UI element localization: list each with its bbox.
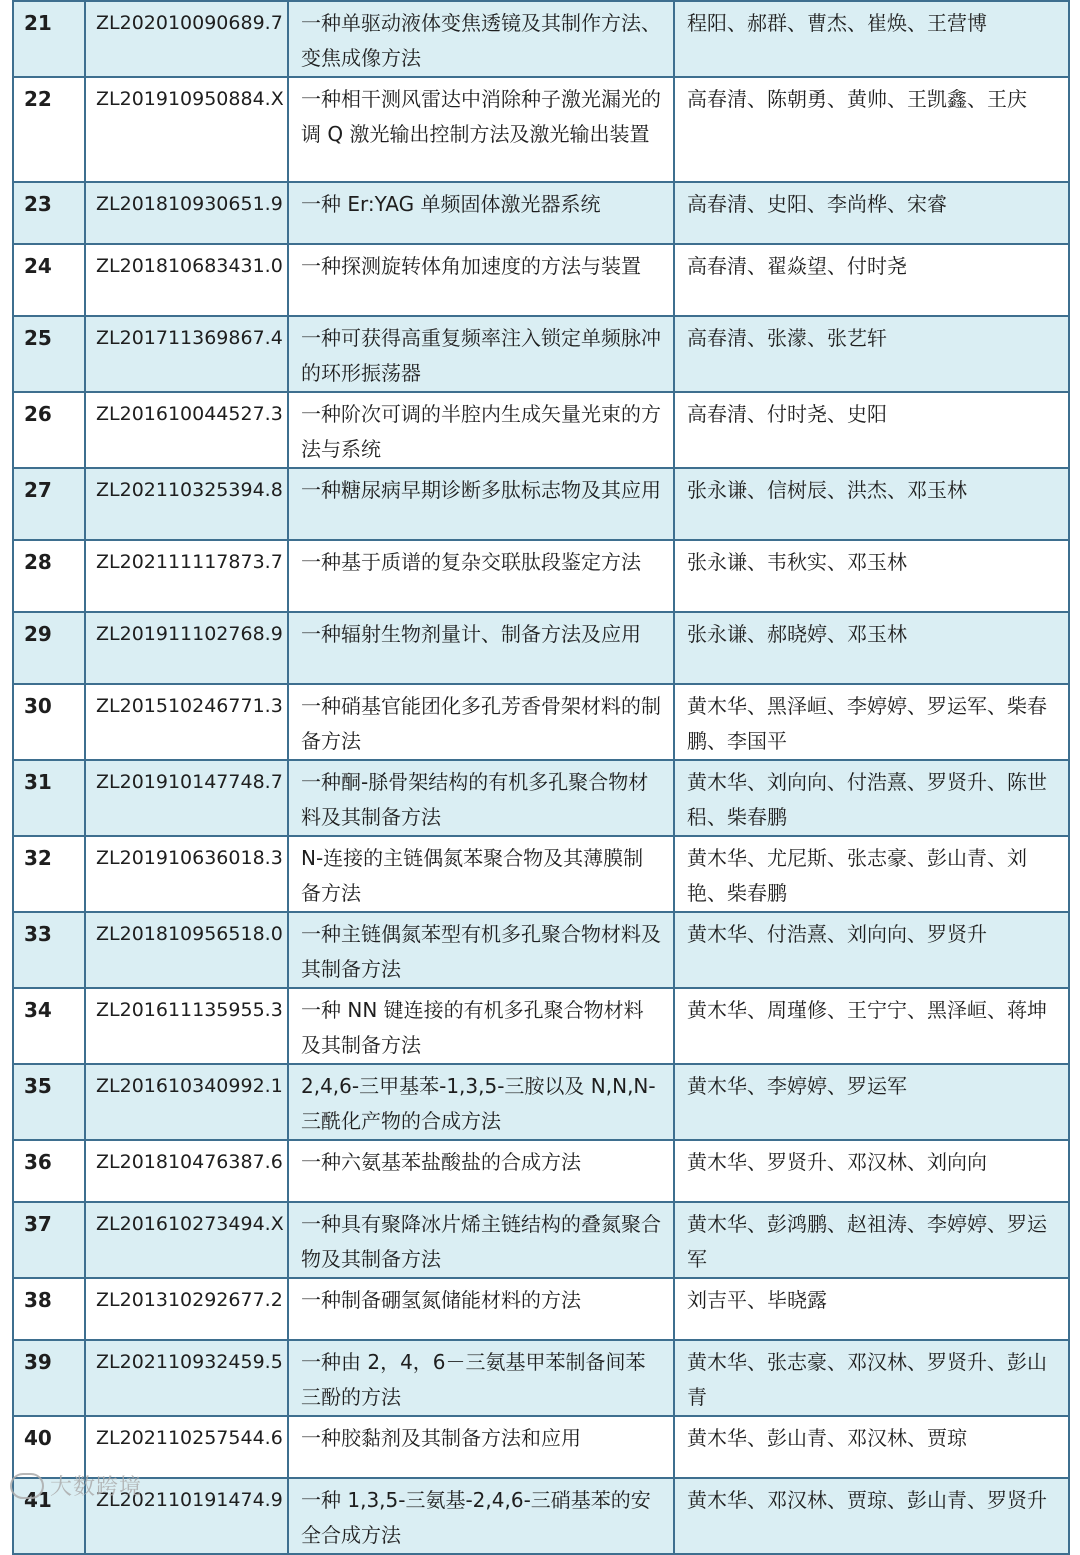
patent-number: ZL202110932459.5 [85, 1340, 288, 1416]
patent-title: 一种酮-脎骨架结构的有机多孔聚合物材料及其制备方法 [288, 760, 674, 836]
patent-number: ZL202110325394.8 [85, 468, 288, 540]
patent-number: ZL202111117873.7 [85, 540, 288, 612]
inventors: 高春清、陈朝勇、黄帅、王凯鑫、王庆 [674, 77, 1069, 182]
row-number: 32 [13, 836, 85, 912]
row-number: 38 [13, 1278, 85, 1340]
row-number: 22 [13, 77, 85, 182]
inventors: 刘吉平、毕晓露 [674, 1278, 1069, 1340]
row-number: 24 [13, 244, 85, 316]
patent-title: 一种六氨基苯盐酸盐的合成方法 [288, 1140, 674, 1202]
logo-icon [10, 1473, 44, 1499]
patent-title: 一种 NN 键连接的有机多孔聚合物材料及其制备方法 [288, 988, 674, 1064]
inventors: 黄木华、邓汉林、贾琼、彭山青、罗贤升 [674, 1478, 1069, 1554]
patent-number: ZL201610340992.1 [85, 1064, 288, 1140]
table-row [13, 316, 1069, 392]
table-row [13, 684, 1069, 760]
inventors: 程阳、郝群、曹杰、崔焕、王营博 [674, 1, 1069, 77]
inventors: 黄木华、付浩熹、刘向向、罗贤升 [674, 912, 1069, 988]
inventors: 张永谦、韦秋实、邓玉林 [674, 540, 1069, 612]
patent-title: 一种探测旋转体角加速度的方法与装置 [288, 244, 674, 316]
inventors: 黄木华、周瑾修、王宁宁、黑泽峘、蒋坤 [674, 988, 1069, 1064]
patent-number: ZL201610273494.X [85, 1202, 288, 1278]
patent-number: ZL202110257544.6 [85, 1416, 288, 1478]
patent-number: ZL201610044527.3 [85, 392, 288, 468]
patent-title: 一种主链偶氮苯型有机多孔聚合物材料及其制备方法 [288, 912, 674, 988]
table-row [13, 912, 1069, 988]
patent-table [12, 0, 1070, 1555]
row-number: 31 [13, 760, 85, 836]
row-number: 35 [13, 1064, 85, 1140]
watermark-text: 大数跨境 [50, 1475, 143, 1500]
table-row [13, 1340, 1069, 1416]
patent-number: ZL201810683431.0 [85, 244, 288, 316]
patent-title: 一种单驱动液体变焦透镜及其制作方法、变焦成像方法 [288, 1, 674, 77]
table-row [13, 836, 1069, 912]
row-number: 37 [13, 1202, 85, 1278]
patent-number: ZL201711369867.4 [85, 316, 288, 392]
patent-number: ZL202010090689.7 [85, 1, 288, 77]
inventors: 高春清、付时尧、史阳 [674, 392, 1069, 468]
table-row [13, 77, 1069, 182]
row-number: 30 [13, 684, 85, 760]
patent-title: 一种胶黏剂及其制备方法和应用 [288, 1416, 674, 1478]
inventors: 黄木华、李婷婷、罗运军 [674, 1064, 1069, 1140]
patent-number: ZL201911102768.9 [85, 612, 288, 684]
row-number: 26 [13, 392, 85, 468]
patent-title: 一种相干测风雷达中消除种子激光漏光的调 Q 激光输出控制方法及激光输出装置 [288, 77, 674, 182]
table-row [13, 1, 1069, 77]
patent-table-container [12, 0, 1068, 1555]
patent-title: 一种可获得高重复频率注入锁定单频脉冲的环形振荡器 [288, 316, 674, 392]
table-row [13, 182, 1069, 244]
patent-title: 一种 1,3,5-三氨基-2,4,6-三硝基苯的安全合成方法 [288, 1478, 674, 1554]
table-row [13, 392, 1069, 468]
row-number: 40 [13, 1416, 85, 1478]
patent-title: 一种基于质谱的复杂交联肽段鉴定方法 [288, 540, 674, 612]
inventors: 黄木华、彭鸿鹏、赵祖涛、李婷婷、罗运军 [674, 1202, 1069, 1278]
patent-number: ZL201910950884.X [85, 77, 288, 182]
inventors: 张永谦、郝晓婷、邓玉林 [674, 612, 1069, 684]
table-row [13, 540, 1069, 612]
patent-title: 2,4,6-三甲基苯-1,3,5-三胺以及 N,N,N-三酰化产物的合成方法 [288, 1064, 674, 1140]
row-number: 25 [13, 316, 85, 392]
row-number: 41 [13, 1478, 85, 1554]
patent-number: ZL201810930651.9 [85, 182, 288, 244]
patent-title: 一种糖尿病早期诊断多肽标志物及其应用 [288, 468, 674, 540]
row-number: 27 [13, 468, 85, 540]
patent-title: 一种制备硼氢氮储能材料的方法 [288, 1278, 674, 1340]
patent-title: 一种 Er:YAG 单频固体激光器系统 [288, 182, 674, 244]
table-row [13, 468, 1069, 540]
table-row [13, 1064, 1069, 1140]
row-number: 21 [13, 1, 85, 77]
inventors: 黄木华、彭山青、邓汉林、贾琼 [674, 1416, 1069, 1478]
row-number: 34 [13, 988, 85, 1064]
table-row [13, 244, 1069, 316]
inventors: 张永谦、信树辰、洪杰、邓玉林 [674, 468, 1069, 540]
inventors: 高春清、张濛、张艺轩 [674, 316, 1069, 392]
patent-number: ZL201910147748.7 [85, 760, 288, 836]
table-row [13, 1202, 1069, 1278]
table-row [13, 760, 1069, 836]
inventors: 黄木华、张志豪、邓汉林、罗贤升、彭山青 [674, 1340, 1069, 1416]
inventors: 黄木华、罗贤升、邓汉林、刘向向 [674, 1140, 1069, 1202]
table-row [13, 988, 1069, 1064]
inventors: 黄木华、黑泽峘、李婷婷、罗运军、柴春鹏、李国平 [674, 684, 1069, 760]
row-number: 23 [13, 182, 85, 244]
inventors: 黄木华、刘向向、付浩熹、罗贤升、陈世稆、柴春鹏 [674, 760, 1069, 836]
patent-title: 一种阶次可调的半腔内生成矢量光束的方法与系统 [288, 392, 674, 468]
watermark [10, 1470, 142, 1501]
table-row [13, 1478, 1069, 1554]
patent-title: 一种辐射生物剂量计、制备方法及应用 [288, 612, 674, 684]
row-number: 36 [13, 1140, 85, 1202]
patent-title: N-连接的主链偶氮苯聚合物及其薄膜制备方法 [288, 836, 674, 912]
table-row [13, 612, 1069, 684]
patent-table-body [13, 1, 1069, 1554]
row-number: 33 [13, 912, 85, 988]
inventors: 高春清、史阳、李尚桦、宋睿 [674, 182, 1069, 244]
patent-number: ZL201310292677.2 [85, 1278, 288, 1340]
patent-title: 一种硝基官能团化多孔芳香骨架材料的制备方法 [288, 684, 674, 760]
row-number: 28 [13, 540, 85, 612]
inventors: 黄木华、尤尼斯、张志豪、彭山青、刘艳、柴春鹏 [674, 836, 1069, 912]
patent-title: 一种具有聚降冰片烯主链结构的叠氮聚合物及其制备方法 [288, 1202, 674, 1278]
patent-number: ZL201810476387.6 [85, 1140, 288, 1202]
patent-number: ZL201810956518.0 [85, 912, 288, 988]
table-row [13, 1278, 1069, 1340]
row-number: 29 [13, 612, 85, 684]
table-row [13, 1416, 1069, 1478]
patent-number: ZL201910636018.3 [85, 836, 288, 912]
row-number: 39 [13, 1340, 85, 1416]
patent-title: 一种由 2，4，6－三氨基甲苯制备间苯三酚的方法 [288, 1340, 674, 1416]
patent-number: ZL201611135955.3 [85, 988, 288, 1064]
patent-number: ZL201510246771.3 [85, 684, 288, 760]
inventors: 高春清、翟焱望、付时尧 [674, 244, 1069, 316]
table-row [13, 1140, 1069, 1202]
patent-number: ZL202110191474.9 [85, 1478, 288, 1554]
